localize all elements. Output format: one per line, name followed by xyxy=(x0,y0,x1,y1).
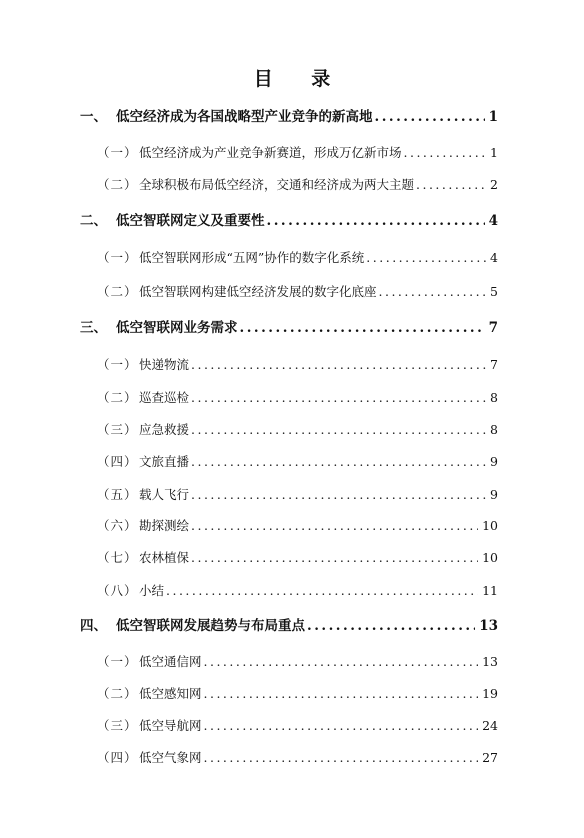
dot-leader xyxy=(204,716,479,736)
entry-title: 载人飞行 xyxy=(139,487,190,502)
page-number: 10 xyxy=(482,550,498,565)
subsection-number: （一） xyxy=(97,654,138,669)
entry-title: 低空智联网形成“五网”协作的数字化系统 xyxy=(139,250,365,265)
toc-subsection-entry[interactable] xyxy=(97,388,498,408)
subsection-number: （二） xyxy=(97,686,138,701)
page-number: 2 xyxy=(490,177,498,192)
page-number: 13 xyxy=(479,618,498,634)
page-number: 9 xyxy=(490,487,498,502)
dot-leader xyxy=(204,748,479,768)
section-number: 四、 xyxy=(80,618,107,634)
page-number: 1 xyxy=(490,145,498,160)
toc-subsection-entry[interactable] xyxy=(97,748,498,768)
subsection-number: （八） xyxy=(97,583,138,598)
subsection-number: （四） xyxy=(97,750,138,765)
toc-subsection-entry[interactable] xyxy=(97,548,498,568)
dot-leader xyxy=(379,282,487,302)
toc-subsection-entry[interactable] xyxy=(97,485,498,505)
page-number: 19 xyxy=(482,686,498,701)
entry-title: 农林植保 xyxy=(139,550,190,565)
dot-leader xyxy=(204,652,479,672)
toc-section-entry[interactable] xyxy=(80,211,498,231)
dot-leader xyxy=(404,143,487,163)
page-number: 24 xyxy=(482,718,498,733)
toc-subsection-entry[interactable] xyxy=(97,516,498,536)
entry-title: 低空智联网发展趋势与布局重点 xyxy=(116,618,305,634)
entry-title: 巡查巡检 xyxy=(139,390,190,405)
dot-leader xyxy=(240,318,485,338)
dot-leader xyxy=(375,107,485,127)
dot-leader xyxy=(307,616,475,636)
section-number: 二、 xyxy=(80,213,107,229)
entry-title: 小结 xyxy=(139,583,165,598)
entry-title: 应急救援 xyxy=(139,422,190,437)
subsection-number: （四） xyxy=(97,454,138,469)
toc-subsection-entry[interactable] xyxy=(97,143,498,163)
entry-title: 低空通信网 xyxy=(139,654,202,669)
dot-leader xyxy=(191,452,486,472)
page-number: 27 xyxy=(482,750,498,765)
entry-title: 低空经济成为各国战略型产业竞争的新高地 xyxy=(116,109,373,125)
page-number: 10 xyxy=(482,518,498,533)
subsection-number: （五） xyxy=(97,487,138,502)
toc-section-entry[interactable] xyxy=(80,318,498,338)
entry-title: 全球积极布局低空经济，交通和经济成为两大主题 xyxy=(139,177,415,192)
page-number: 4 xyxy=(490,250,498,265)
toc-subsection-entry[interactable] xyxy=(97,282,498,302)
toc-subsection-entry[interactable] xyxy=(97,452,498,472)
page-number: 8 xyxy=(490,390,498,405)
page-number: 7 xyxy=(490,357,498,372)
toc-subsection-entry[interactable] xyxy=(97,355,498,375)
subsection-number: （三） xyxy=(97,422,138,437)
page-number: 1 xyxy=(488,109,498,125)
page-number: 9 xyxy=(490,454,498,469)
dot-leader xyxy=(267,211,485,231)
dot-leader xyxy=(191,485,486,505)
subsection-number: （六） xyxy=(97,518,138,533)
toc-subsection-entry[interactable] xyxy=(97,716,498,736)
entry-title: 文旅直播 xyxy=(139,454,190,469)
page-number: 11 xyxy=(482,583,498,598)
entry-title: 低空感知网 xyxy=(139,686,202,701)
entry-title: 低空经济成为产业竞争新赛道，形成万亿新市场 xyxy=(139,145,402,160)
entry-title: 快递物流 xyxy=(139,357,190,372)
toc-subsection-entry[interactable] xyxy=(97,420,498,440)
subsection-number: （三） xyxy=(97,718,138,733)
toc-subsection-entry[interactable] xyxy=(97,248,498,268)
toc-subsection-entry[interactable] xyxy=(97,652,498,672)
toc-subsection-entry[interactable] xyxy=(97,581,498,601)
dot-leader xyxy=(191,548,478,568)
page-number: 4 xyxy=(488,213,498,229)
page-number: 5 xyxy=(490,284,498,299)
entry-title: 低空智联网构建低空经济发展的数字化底座 xyxy=(139,284,377,299)
dot-leader xyxy=(191,516,478,536)
toc-subsection-entry[interactable] xyxy=(97,175,498,195)
subsection-number: （二） xyxy=(97,284,138,299)
dot-leader xyxy=(204,684,479,704)
entry-title: 低空智联网定义及重要性 xyxy=(116,213,265,229)
subsection-number: （二） xyxy=(97,390,138,405)
dot-leader xyxy=(416,175,486,195)
subsection-number: （二） xyxy=(97,177,138,192)
dot-leader xyxy=(366,248,486,268)
section-number: 一、 xyxy=(80,109,107,125)
entry-title: 勘探测绘 xyxy=(139,518,190,533)
page-number: 7 xyxy=(488,320,498,336)
toc-section-entry[interactable] xyxy=(80,107,498,127)
toc-subsection-entry[interactable] xyxy=(97,684,498,704)
page-number: 13 xyxy=(482,654,498,669)
toc-section-entry[interactable] xyxy=(80,616,498,636)
subsection-number: （一） xyxy=(97,357,138,372)
page-title: 目 录 xyxy=(253,68,347,90)
dot-leader xyxy=(191,420,486,440)
dot-leader xyxy=(166,581,478,601)
dot-leader xyxy=(191,355,486,375)
section-number: 三、 xyxy=(80,320,107,336)
entry-title: 低空导航网 xyxy=(139,718,202,733)
subsection-number: （一） xyxy=(97,145,138,160)
dot-leader xyxy=(191,388,486,408)
subsection-number: （一） xyxy=(97,250,138,265)
entry-title: 低空气象网 xyxy=(139,750,202,765)
subsection-number: （七） xyxy=(97,550,138,565)
entry-title: 低空智联网业务需求 xyxy=(116,320,238,336)
page-number: 8 xyxy=(490,422,498,437)
